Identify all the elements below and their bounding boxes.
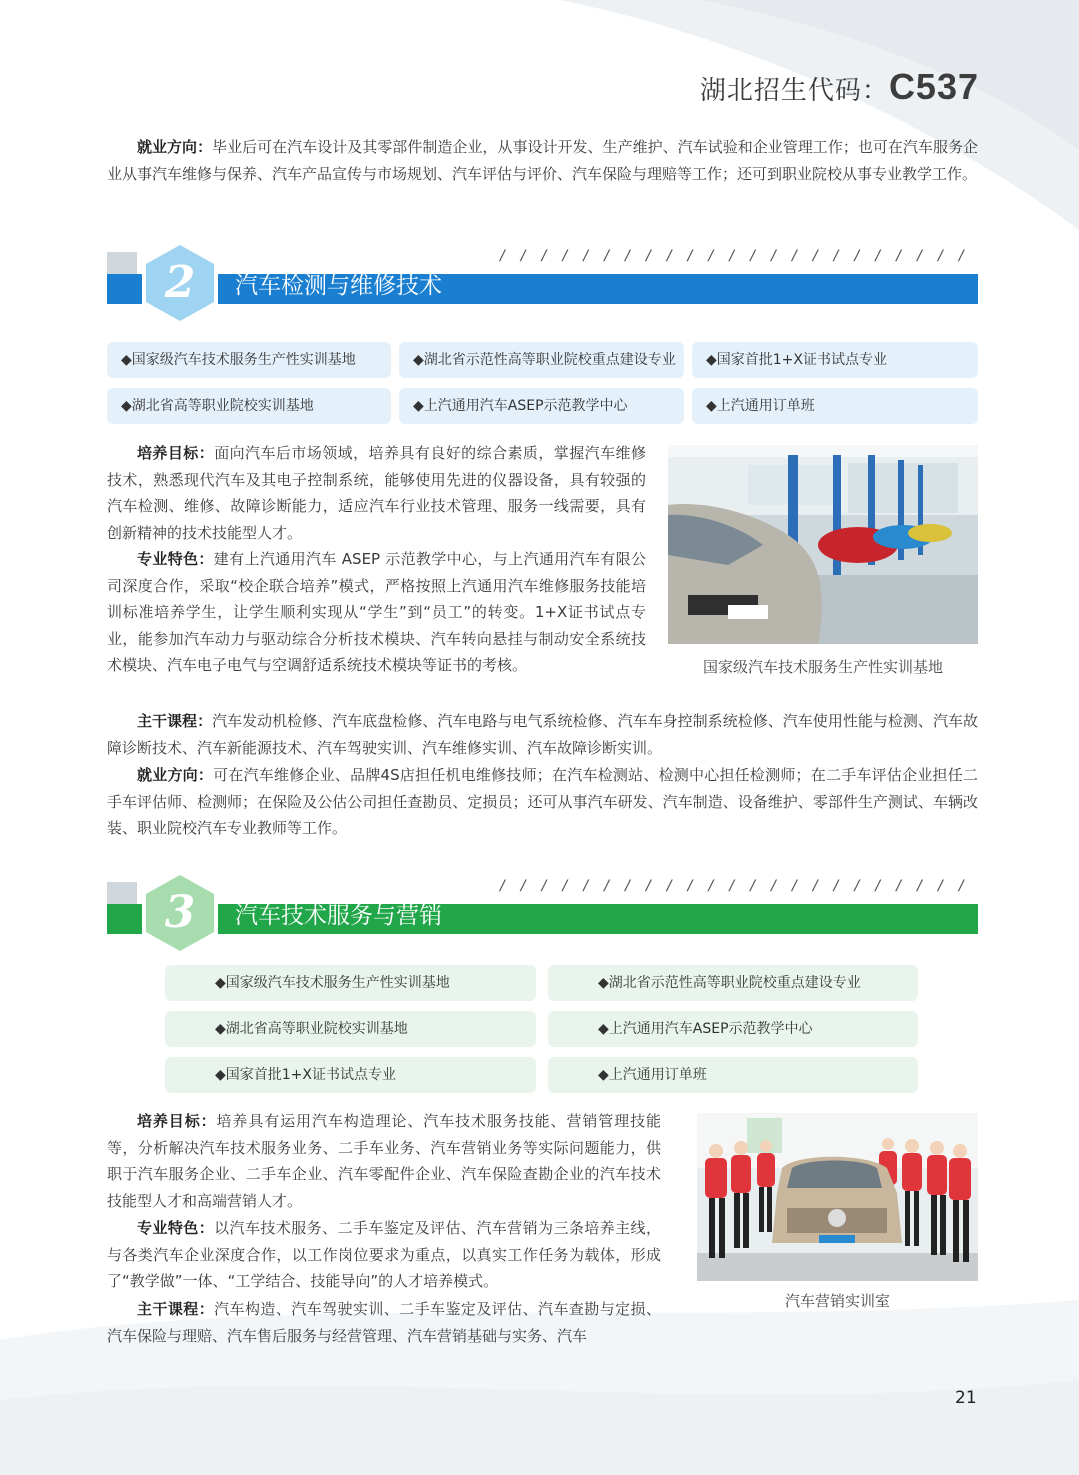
section-3-tag: ◆湖北省示范性高等职业院校重点建设专业	[548, 965, 918, 1001]
section-3-courses-label: 主干课程：	[137, 1300, 215, 1318]
section-3-corner	[107, 882, 137, 904]
section-3-goal-text: 培养具有运用汽车构造理论、汽车技术服务技能、营销管理技能等，分析解决汽车技术服务业务、二手车业务、汽车营销业务等实际问题能力，供职于汽车服务企业、二手车企业、汽车零配件企业、汽车保险查勘企业的汽车技术技能型人才和高端营销人才。	[107, 1112, 661, 1210]
section-2-employment-text: 可在汽车维修企业、品牌4S店担任机电维修技师；在汽车检测站、检测中心担任检测师；在二手车评估企业担任二手车评估师、检测师；在保险及公估公司担任查勘员、定损员；还可从事汽车研发、汽车制造、设备维护、零部件生产测试、车辆改装、职业院校汽车专业教师等工作。	[107, 766, 978, 837]
section-2-employment	[107, 762, 978, 842]
workshop-photo-image	[668, 445, 978, 644]
page-number: 21	[955, 1388, 977, 1408]
section-3-feature-text: 以汽车技术服务、二手车鉴定及评估、汽车营销为三条培养主线，与各类汽车企业深度合作，以工作岗位要求为重点，以真实工作任务为载体，形成了“教学做”一体、“工学结合、技能导向”的人才培养模式。	[107, 1219, 661, 1290]
intro-employment-label: 就业方向：	[137, 138, 213, 156]
section-3-title: 汽车技术服务与营销	[235, 903, 442, 929]
section-2-hatch: / / / / / / / / / / / / / / / / / / / / / / /	[498, 248, 968, 264]
section-2-goal-label: 培养目标：	[137, 444, 215, 462]
section-3-tag: ◆国家级汽车技术服务生产性实训基地	[165, 965, 536, 1001]
section-2-tag: ◆上汽通用订单班	[692, 388, 978, 424]
section-3-header	[107, 878, 978, 934]
section-3-photo-caption: 汽车营销实训室	[784, 1292, 890, 1310]
section-2-employment-label: 就业方向：	[137, 766, 214, 784]
section-2-corner	[107, 252, 137, 274]
section-3-number: 3	[164, 887, 196, 938]
section-2-goal	[107, 440, 646, 546]
section-2-number: 2	[164, 257, 196, 308]
section-2-photo-caption: 国家级汽车技术服务生产性实训基地	[702, 658, 943, 676]
section-3-courses-text: 汽车构造、汽车驾驶实训、二手车鉴定及评估、汽车查勘与定损、汽车保险与理赔、汽车售后服务与经营管理、汽车营销基础与实务、汽车	[107, 1300, 661, 1345]
section-2-courses-label: 主干课程：	[137, 712, 213, 730]
section-3-photo	[697, 1113, 978, 1281]
showroom-photo-image	[697, 1113, 978, 1281]
section-3-feature	[107, 1215, 661, 1295]
section-2-feature	[107, 546, 646, 679]
section-2-tag: ◆湖北省高等职业院校实训基地	[107, 388, 391, 424]
section-2-courses	[107, 708, 978, 761]
section-3-tag: ◆上汽通用订单班	[548, 1057, 918, 1093]
section-2-tag: ◆湖北省示范性高等职业院校重点建设专业	[399, 342, 684, 378]
section-2-feature-text: 建有上汽通用汽车 ASEP 示范教学中心，与上汽通用汽车有限公司深度合作，采取“校企联合培养”模式，严格按照上汽通用汽车维修服务技能培训标准培养学生，让学生顺利实现从“学生”到“员工”的转变。1+X证书试点专业，能参加汽车动力与驱动综合分析技术模块、汽车转向悬挂与制动安全系统技术模块、汽车电子电气与空调舒适系统技术模块等证书的考核。	[107, 550, 646, 674]
section-3-courses	[107, 1296, 661, 1349]
section-3-tag: ◆上汽通用汽车ASEP示范教学中心	[548, 1011, 918, 1047]
intro-employment	[107, 134, 978, 187]
admission-code	[700, 66, 979, 108]
section-3-hatch: / / / / / / / / / / / / / / / / / / / / / / /	[498, 878, 968, 894]
intro-employment-text: 毕业后可在汽车设计及其零部件制造企业，从事设计开发、生产维护、汽车试验和企业管理工作；也可在汽车服务企业从事汽车维修与保养、汽车产品宣传与市场规划、汽车评估与评价、汽车保险与理赔等工作；还可到职业院校从事专业教学工作。	[107, 138, 978, 183]
section-2-title: 汽车检测与维修技术	[235, 273, 442, 299]
section-2-tag: ◆上汽通用汽车ASEP示范教学中心	[399, 388, 684, 424]
section-2-courses-text: 汽车发动机检修、汽车底盘检修、汽车电路与电气系统检修、汽车车身控制系统检修、汽车使用性能与检测、汽车故障诊断技术、汽车新能源技术、汽车驾驶实训、汽车维修实训、汽车故障诊断实训。	[107, 712, 978, 757]
section-3-goal-label: 培养目标：	[137, 1112, 217, 1130]
section-3-tag: ◆湖北省高等职业院校实训基地	[165, 1011, 536, 1047]
section-3-number-badge	[138, 868, 222, 958]
admission-code-prefix: 湖北招生代码：	[699, 76, 889, 106]
section-2-tag: ◆国家级汽车技术服务生产性实训基地	[107, 342, 391, 378]
section-2-tag: ◆国家首批1+X证书试点专业	[692, 342, 978, 378]
section-2-photo	[668, 445, 978, 644]
section-3-tag: ◆国家首批1+X证书试点专业	[165, 1057, 536, 1093]
section-2-header	[107, 248, 978, 304]
admission-code-value: C537	[888, 66, 979, 107]
section-2-feature-label: 专业特色：	[137, 550, 214, 568]
section-2-goal-text: 面向汽车后市场领域，培养具有良好的综合素质，掌握汽车维修技术，熟悉现代汽车及其电子控制系统，能够使用先进的仪器设备，具有较强的汽车检测、维修、故障诊断能力，适应汽车行业技术管理、服务一线需要，具有创新精神的技术技能型人才。	[107, 444, 646, 542]
section-3-feature-label: 专业特色：	[137, 1219, 215, 1237]
section-3-goal	[107, 1108, 661, 1214]
section-2-number-badge	[138, 238, 222, 328]
